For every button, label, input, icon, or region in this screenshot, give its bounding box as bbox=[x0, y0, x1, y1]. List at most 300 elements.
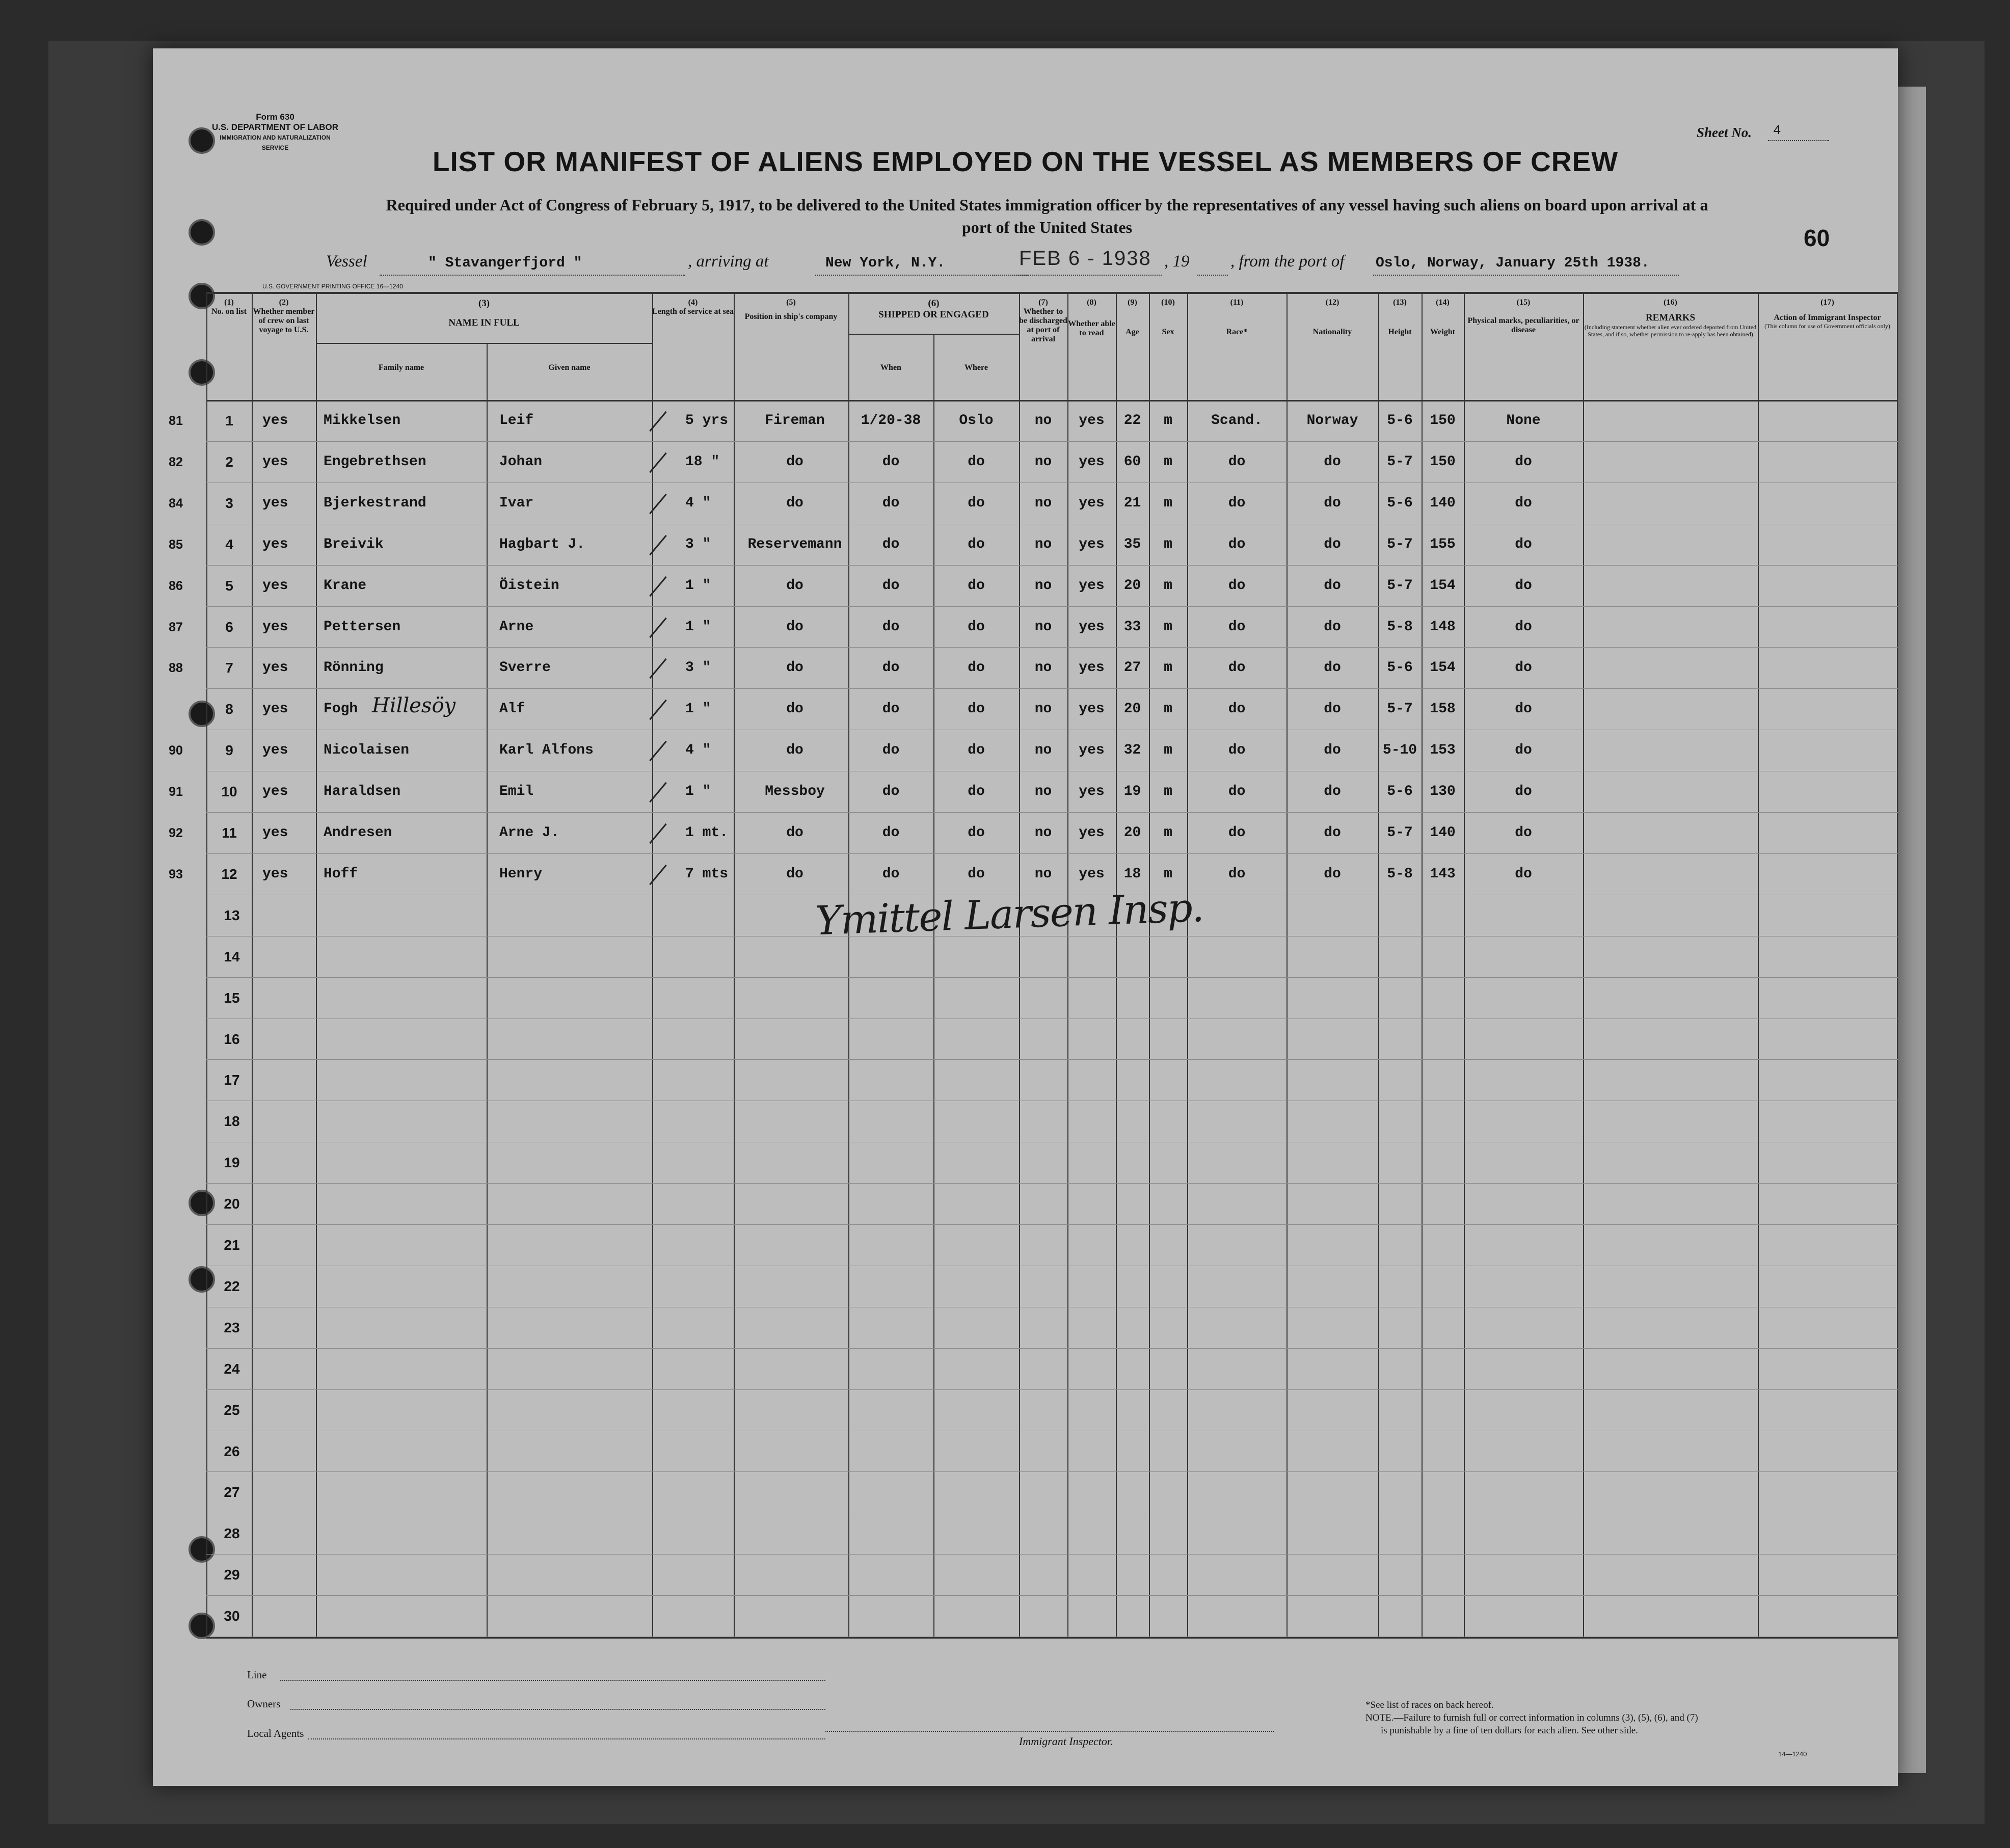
col-5-header: (5) Position in ship's company bbox=[744, 298, 838, 321]
blank-line-number: 17 bbox=[224, 1072, 240, 1088]
cell-last: yes bbox=[262, 495, 288, 511]
cell-service: 1 mt. bbox=[685, 825, 729, 841]
blank-line-number: 23 bbox=[224, 1320, 240, 1335]
cell-discharged: no bbox=[1034, 537, 1052, 552]
col-2-header: (2) Whether member of crew on last voyage to U.S. bbox=[253, 298, 315, 334]
cell-weight: 155 bbox=[1430, 537, 1456, 552]
row-rule bbox=[206, 1471, 1898, 1472]
blank-line-number: 19 bbox=[224, 1155, 240, 1170]
cell-family: Krane bbox=[324, 578, 367, 594]
punch-hole-icon bbox=[189, 219, 215, 246]
cell-where: do bbox=[968, 537, 985, 552]
cell-last: yes bbox=[262, 866, 288, 882]
col-4-header: (4) Length of service at sea bbox=[652, 298, 734, 316]
cell-marks: do bbox=[1515, 454, 1532, 470]
cell-given: Arne bbox=[499, 619, 534, 635]
cell-given: Johan bbox=[499, 454, 543, 470]
col-16-header: (16) REMARKS (Including statement whether alien ever ordered deported from United States, and if so, whether permission to re-apply has been obtained) bbox=[1584, 298, 1757, 338]
cell-height: 5-7 bbox=[1387, 578, 1413, 594]
punch-hole-icon bbox=[189, 359, 215, 386]
manifest-title: LIST OR MANIFEST OF ALIENS EMPLOYED ON THE VESSEL AS MEMBERS OF CREW bbox=[432, 146, 1619, 177]
blank-line-number: 13 bbox=[224, 907, 240, 923]
margin-entry-number: 90 bbox=[169, 743, 183, 758]
cell-nationality: do bbox=[1324, 784, 1341, 799]
cell-race: do bbox=[1228, 454, 1246, 470]
cell-family: Hoff bbox=[324, 866, 358, 882]
cell-service: 1 " bbox=[685, 578, 711, 594]
cell-read: yes bbox=[1079, 495, 1105, 511]
cell-height: 5-7 bbox=[1387, 825, 1413, 841]
cell-race: do bbox=[1228, 660, 1246, 676]
cell-when: do bbox=[882, 537, 900, 552]
cell-discharged: no bbox=[1034, 825, 1052, 841]
cell-where: do bbox=[968, 619, 985, 635]
cell-given: Karl Alfons bbox=[499, 742, 594, 758]
col-11-header: (11) Race* bbox=[1226, 298, 1248, 336]
cell-weight: 150 bbox=[1430, 413, 1456, 428]
blank-line-number: 15 bbox=[224, 990, 240, 1006]
punch-hole-icon bbox=[189, 1190, 215, 1216]
cell-no: 11 bbox=[222, 825, 237, 841]
cell-no: 9 bbox=[225, 742, 233, 758]
cell-when: do bbox=[882, 454, 900, 470]
cell-discharged: no bbox=[1034, 454, 1052, 470]
cell-read: yes bbox=[1079, 454, 1105, 470]
cell-where: do bbox=[968, 825, 985, 841]
handwritten-family-note: Hillesöy bbox=[372, 694, 456, 717]
cell-when: do bbox=[882, 619, 900, 635]
cell-last: yes bbox=[262, 742, 288, 758]
cell-service: 3 " bbox=[685, 537, 711, 552]
margin-entry-number: 91 bbox=[169, 785, 183, 799]
cell-last: yes bbox=[262, 454, 288, 470]
cell-nationality: do bbox=[1324, 537, 1341, 552]
col-8-header: (8) Whether able to read bbox=[1068, 298, 1115, 337]
departure-port: Oslo, Norway, January 25th 1938. bbox=[1376, 255, 1650, 271]
cell-where: Oslo bbox=[959, 413, 994, 428]
cell-marks: do bbox=[1515, 825, 1532, 841]
cell-service: 1 " bbox=[685, 619, 711, 635]
cell-marks: do bbox=[1515, 578, 1532, 594]
cell-read: yes bbox=[1079, 413, 1105, 428]
col-6a-header: When bbox=[880, 363, 901, 372]
manifest-subtitle: Required under Act of Congress of February 5, 1917, to be delivered to the United States immigration officer by the representatives of any vessel having such aliens on board upon arrival at a port of the United States bbox=[386, 196, 1708, 236]
cell-race: do bbox=[1228, 742, 1246, 758]
cell-no: 10 bbox=[221, 784, 237, 799]
margin-entry-number: 85 bbox=[169, 538, 183, 552]
owners-label: Owners bbox=[247, 1698, 281, 1710]
row-rule bbox=[206, 441, 1898, 442]
cell-nationality: do bbox=[1324, 866, 1341, 882]
cell-marks: do bbox=[1515, 742, 1532, 758]
row-rule bbox=[206, 688, 1898, 689]
cell-marks: do bbox=[1515, 619, 1532, 635]
blank-line-number: 24 bbox=[224, 1361, 240, 1377]
cell-age: 20 bbox=[1123, 578, 1141, 594]
arrival-port: New York, N.Y. bbox=[825, 255, 946, 271]
col-6b-header: Where bbox=[964, 363, 988, 372]
cell-where: do bbox=[968, 454, 985, 470]
cell-position: do bbox=[786, 825, 803, 841]
row-rule bbox=[206, 1554, 1898, 1555]
cell-position: do bbox=[786, 742, 803, 758]
cell-weight: 130 bbox=[1430, 784, 1456, 799]
cell-service: 18 " bbox=[685, 454, 720, 470]
vessel-label: Vessel bbox=[326, 252, 367, 271]
cell-nationality: do bbox=[1324, 578, 1341, 594]
col-3a-header: Family name bbox=[378, 363, 424, 372]
cell-race: do bbox=[1228, 578, 1246, 594]
cell-marks: None bbox=[1506, 413, 1541, 428]
cell-given: Ivar bbox=[499, 495, 534, 511]
line-label: Line bbox=[247, 1669, 267, 1681]
cell-no: 2 bbox=[225, 454, 233, 470]
cell-position: Messboy bbox=[765, 784, 825, 799]
cell-race: do bbox=[1228, 701, 1246, 717]
cell-read: yes bbox=[1079, 537, 1105, 552]
cell-height: 5-7 bbox=[1387, 537, 1413, 552]
service-name: IMMIGRATION AND NATURALIZATION SERVICE bbox=[220, 134, 331, 151]
department-name: U.S. DEPARTMENT OF LABOR bbox=[211, 122, 339, 132]
blank-line-number: 22 bbox=[224, 1278, 240, 1294]
blank-line-number: 25 bbox=[224, 1402, 240, 1418]
cell-when: do bbox=[882, 660, 900, 676]
cell-nationality: do bbox=[1324, 619, 1341, 635]
cell-age: 19 bbox=[1123, 784, 1141, 799]
punch-hole-icon bbox=[189, 1536, 215, 1563]
row-rule bbox=[206, 647, 1898, 648]
cell-age: 20 bbox=[1123, 701, 1141, 717]
cell-position: do bbox=[786, 454, 803, 470]
margin-entry-number: 82 bbox=[169, 455, 183, 469]
row-rule bbox=[206, 1389, 1898, 1390]
cell-read: yes bbox=[1079, 578, 1105, 594]
cell-last: yes bbox=[262, 537, 288, 552]
penalty-note-cont: is punishable by a fine of ten dollars for each alien. See other side. bbox=[1381, 1725, 1638, 1736]
cell-position: Fireman bbox=[765, 413, 825, 428]
cell-height: 5-8 bbox=[1387, 619, 1413, 635]
cell-race: do bbox=[1228, 495, 1246, 511]
inspector-signature: Ymittel Larsen Insp. bbox=[814, 885, 1204, 945]
blank-line-number: 28 bbox=[224, 1525, 240, 1541]
blank-line-number: 20 bbox=[224, 1196, 240, 1212]
cell-discharged: no bbox=[1034, 701, 1052, 717]
cell-given: Arne J. bbox=[499, 825, 559, 841]
blank-line-number: 14 bbox=[224, 949, 240, 965]
margin-entry-number: 86 bbox=[169, 579, 183, 593]
col-1-header: (1) No. on list bbox=[211, 298, 247, 316]
cell-sex: m bbox=[1164, 742, 1172, 758]
blank-line-number: 18 bbox=[224, 1113, 240, 1129]
cell-discharged: no bbox=[1034, 866, 1052, 882]
cell-marks: do bbox=[1515, 537, 1532, 552]
cell-when: do bbox=[882, 701, 900, 717]
cell-where: do bbox=[968, 866, 985, 882]
cell-race: Scand. bbox=[1211, 413, 1263, 428]
blank-line-number: 30 bbox=[224, 1608, 240, 1624]
cell-nationality: do bbox=[1324, 454, 1341, 470]
cell-service: 1 " bbox=[685, 701, 711, 717]
cell-sex: m bbox=[1164, 454, 1172, 470]
margin-entry-number: 87 bbox=[169, 620, 183, 634]
cell-family: Haraldsen bbox=[324, 784, 401, 799]
cell-last: yes bbox=[262, 784, 288, 799]
cell-where: do bbox=[968, 742, 985, 758]
cell-sex: m bbox=[1164, 413, 1172, 428]
cell-last: yes bbox=[262, 619, 288, 635]
footer-code: 14—1240 bbox=[1778, 1750, 1807, 1758]
blank-line-number: 26 bbox=[224, 1443, 240, 1459]
row-rule bbox=[206, 977, 1898, 978]
cell-where: do bbox=[968, 578, 985, 594]
col-15-header: (15) Physical marks, peculiarities, or disease bbox=[1467, 298, 1579, 334]
row-rule bbox=[206, 1595, 1898, 1596]
punch-hole-icon bbox=[189, 1266, 215, 1293]
cell-given: Emil bbox=[499, 784, 534, 799]
cell-when: do bbox=[882, 825, 900, 841]
arriving-label: , arriving at bbox=[688, 252, 769, 271]
col-7-header: (7) Whether to be discharged at port of arrival bbox=[1019, 298, 1067, 343]
cell-family: Nicolaisen bbox=[324, 742, 410, 758]
cell-no: 4 bbox=[225, 537, 233, 552]
penalty-note: NOTE.—Failure to furnish full or correct information in columns (3), (5), (6), and (7) bbox=[1365, 1712, 1698, 1723]
cell-given: Leif bbox=[499, 413, 534, 428]
cell-discharged: no bbox=[1034, 619, 1052, 635]
cell-sex: m bbox=[1164, 701, 1172, 717]
cell-family: Fogh bbox=[324, 701, 358, 717]
cell-discharged: no bbox=[1034, 413, 1052, 428]
margin-entry-number: 88 bbox=[169, 661, 183, 675]
cell-discharged: no bbox=[1034, 495, 1052, 511]
cell-when: do bbox=[882, 495, 900, 511]
cell-height: 5-7 bbox=[1387, 701, 1413, 717]
cell-last: yes bbox=[262, 578, 288, 594]
arrival-date-stamp: FEB 6 - 1938 bbox=[1019, 247, 1151, 270]
cell-weight: 148 bbox=[1430, 619, 1456, 635]
cell-weight: 158 bbox=[1430, 701, 1456, 717]
cell-nationality: do bbox=[1324, 495, 1341, 511]
blank-line-number: 21 bbox=[224, 1237, 240, 1253]
punch-hole-icon bbox=[189, 1613, 215, 1639]
cell-position: Reservemann bbox=[747, 537, 842, 552]
col-6-header: (6) SHIPPED OR ENGAGED bbox=[878, 298, 989, 320]
cell-weight: 154 bbox=[1430, 660, 1456, 676]
cell-position: do bbox=[786, 495, 803, 511]
cell-sex: m bbox=[1164, 660, 1172, 676]
cell-age: 20 bbox=[1123, 825, 1141, 841]
cell-no: 12 bbox=[221, 866, 237, 882]
page-corner-number: 60 bbox=[1804, 225, 1830, 251]
cell-service: 3 " bbox=[685, 660, 711, 676]
cell-age: 18 bbox=[1123, 866, 1141, 882]
cell-given: Alf bbox=[499, 701, 525, 717]
cell-nationality: Norway bbox=[1306, 413, 1358, 428]
cell-sex: m bbox=[1164, 866, 1172, 882]
cell-last: yes bbox=[262, 701, 288, 717]
margin-entry-number: 84 bbox=[169, 496, 183, 511]
margin-entry-number: 93 bbox=[169, 867, 183, 881]
col-3b-header: Given name bbox=[548, 363, 591, 372]
cell-race: do bbox=[1228, 866, 1246, 882]
row-rule bbox=[206, 1348, 1898, 1349]
cell-nationality: do bbox=[1324, 742, 1341, 758]
cell-discharged: no bbox=[1034, 742, 1052, 758]
cell-nationality: do bbox=[1324, 825, 1341, 841]
cell-discharged: no bbox=[1034, 784, 1052, 799]
cell-sex: m bbox=[1164, 619, 1172, 635]
cell-position: do bbox=[786, 866, 803, 882]
cell-when: do bbox=[882, 742, 900, 758]
cell-height: 5-7 bbox=[1387, 454, 1413, 470]
from-port-label: , from the port of bbox=[1230, 252, 1345, 271]
cell-weight: 153 bbox=[1430, 742, 1456, 758]
cell-service: 4 " bbox=[685, 495, 711, 511]
cell-height: 5-6 bbox=[1387, 495, 1413, 511]
cell-age: 35 bbox=[1123, 537, 1141, 552]
cell-read: yes bbox=[1079, 701, 1105, 717]
cell-service: 1 " bbox=[685, 784, 711, 799]
cell-age: 22 bbox=[1123, 413, 1141, 428]
cell-given: Hagbart J. bbox=[499, 537, 585, 552]
cell-position: do bbox=[786, 701, 803, 717]
cell-service: 5 yrs bbox=[685, 413, 729, 428]
cell-marks: do bbox=[1515, 701, 1532, 717]
cell-height: 5-6 bbox=[1387, 660, 1413, 676]
cell-weight: 140 bbox=[1430, 825, 1456, 841]
row-rule bbox=[206, 1224, 1898, 1225]
cell-family: Pettersen bbox=[324, 619, 401, 635]
row-rule bbox=[206, 565, 1898, 566]
blank-line-number: 29 bbox=[224, 1567, 240, 1583]
row-rule bbox=[206, 606, 1898, 607]
row-rule bbox=[206, 812, 1898, 813]
cell-age: 21 bbox=[1123, 495, 1141, 511]
col-3-header: (3) NAME IN FULL bbox=[448, 298, 520, 328]
cell-discharged: no bbox=[1034, 578, 1052, 594]
col-17-header: (17) Action of Immigrant Inspector (This column for use of Government officials only) bbox=[1764, 298, 1890, 330]
cell-when: do bbox=[882, 866, 900, 882]
cell-family: Bjerkestrand bbox=[324, 495, 426, 511]
cell-service: 7 mts bbox=[685, 866, 729, 882]
blank-line-number: 16 bbox=[224, 1031, 240, 1047]
col-13-header: (13) Height bbox=[1388, 298, 1412, 336]
cell-no: 8 bbox=[225, 701, 233, 717]
cell-marks: do bbox=[1515, 660, 1532, 676]
cell-read: yes bbox=[1079, 825, 1105, 841]
cell-family: Andresen bbox=[324, 825, 392, 841]
cell-height: 5-10 bbox=[1382, 742, 1417, 758]
cell-weight: 154 bbox=[1430, 578, 1456, 594]
cell-given: Öistein bbox=[499, 578, 559, 594]
cell-when: 1/20-38 bbox=[861, 413, 921, 428]
cell-last: yes bbox=[262, 660, 288, 676]
next-page-edge bbox=[1898, 87, 1926, 1773]
form-number: Form 630 bbox=[256, 112, 294, 122]
cell-where: do bbox=[968, 660, 985, 676]
year-label: , 19 bbox=[1164, 252, 1190, 271]
col-14-header: (14) Weight bbox=[1430, 298, 1455, 336]
cell-marks: do bbox=[1515, 866, 1532, 882]
cell-height: 5-6 bbox=[1387, 413, 1413, 428]
cell-race: do bbox=[1228, 784, 1246, 799]
cell-service: 4 " bbox=[685, 742, 711, 758]
sheet-label: Sheet No. bbox=[1697, 125, 1752, 140]
cell-race: do bbox=[1228, 619, 1246, 635]
cell-family: Breivik bbox=[324, 537, 384, 552]
cell-read: yes bbox=[1079, 866, 1105, 882]
cell-family: Engebrethsen bbox=[324, 454, 426, 470]
cell-height: 5-6 bbox=[1387, 784, 1413, 799]
local-agents-label: Local Agents bbox=[247, 1727, 304, 1739]
cell-last: yes bbox=[262, 413, 288, 428]
cell-no: 1 bbox=[225, 413, 233, 428]
margin-entry-number: 92 bbox=[169, 826, 183, 840]
cell-race: do bbox=[1228, 537, 1246, 552]
cell-sex: m bbox=[1164, 578, 1172, 594]
races-note: *See list of races on back hereof. bbox=[1365, 1700, 1494, 1710]
cell-sex: m bbox=[1164, 784, 1172, 799]
immigrant-inspector-label: Immigrant Inspector. bbox=[1019, 1735, 1113, 1748]
cell-read: yes bbox=[1079, 619, 1105, 635]
cell-where: do bbox=[968, 495, 985, 511]
col-12-header: (12) Nationality bbox=[1312, 298, 1352, 336]
margin-entry-number: 81 bbox=[169, 414, 183, 428]
row-rule bbox=[206, 1059, 1898, 1060]
cell-read: yes bbox=[1079, 784, 1105, 799]
cell-given: Sverre bbox=[499, 660, 551, 676]
row-rule bbox=[206, 1183, 1898, 1184]
cell-discharged: no bbox=[1034, 660, 1052, 676]
sheet-number: 4 bbox=[1773, 123, 1781, 138]
cell-position: do bbox=[786, 619, 803, 635]
cell-sex: m bbox=[1164, 495, 1172, 511]
cell-age: 60 bbox=[1123, 454, 1141, 470]
printing-office-note: U.S. GOVERNMENT PRINTING OFFICE 16—1240 bbox=[262, 283, 403, 290]
cell-marks: do bbox=[1515, 495, 1532, 511]
cell-where: do bbox=[968, 701, 985, 717]
cell-race: do bbox=[1228, 825, 1246, 841]
cell-read: yes bbox=[1079, 742, 1105, 758]
cell-where: do bbox=[968, 784, 985, 799]
cell-last: yes bbox=[262, 825, 288, 841]
manifest-sheet bbox=[153, 48, 1898, 1786]
col-10-header: (10) Sex bbox=[1161, 298, 1175, 336]
cell-no: 3 bbox=[225, 495, 233, 511]
vessel-name: " Stavangerfjord " bbox=[428, 255, 582, 271]
cell-position: do bbox=[786, 578, 803, 594]
cell-sex: m bbox=[1164, 825, 1172, 841]
col-9-header: (9) Age bbox=[1125, 298, 1139, 336]
row-rule bbox=[206, 853, 1898, 854]
cell-family: Mikkelsen bbox=[324, 413, 401, 428]
cell-height: 5-8 bbox=[1387, 866, 1413, 882]
cell-sex: m bbox=[1164, 537, 1172, 552]
cell-no: 6 bbox=[225, 619, 233, 635]
cell-age: 32 bbox=[1123, 742, 1141, 758]
cell-weight: 150 bbox=[1430, 454, 1456, 470]
cell-marks: do bbox=[1515, 784, 1532, 799]
cell-read: yes bbox=[1079, 660, 1105, 676]
cell-when: do bbox=[882, 784, 900, 799]
cell-no: 7 bbox=[225, 660, 233, 676]
cell-no: 5 bbox=[225, 578, 233, 594]
cell-weight: 140 bbox=[1430, 495, 1456, 511]
cell-family: Rönning bbox=[324, 660, 384, 676]
cell-nationality: do bbox=[1324, 660, 1341, 676]
punch-hole-icon bbox=[189, 701, 215, 727]
cell-weight: 143 bbox=[1430, 866, 1456, 882]
blank-line-number: 27 bbox=[224, 1484, 240, 1500]
